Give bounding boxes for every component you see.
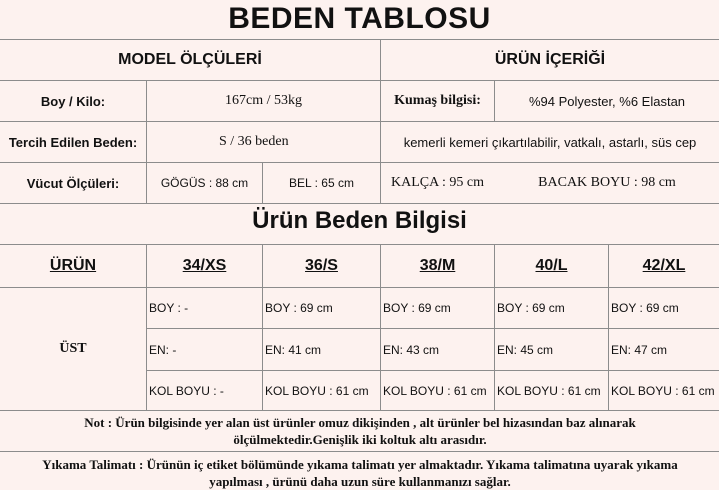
kol-40-l: KOL BOYU : 61 cm (497, 383, 601, 398)
fabric-value: %94 Polyester, %6 Elastan (528, 93, 686, 109)
washing-note-line-1: Yıkama Talimatı : Ürünün iç etiket bölümünde yıkama talimatı yer almaktadır. Yıkama talimatına uyarak yıkama (42, 457, 678, 472)
preferred-size-value: S / 36 beden (219, 134, 289, 149)
chest-measurement: GÖGÜS : 88 cm (160, 176, 249, 190)
boy-40-l: BOY : 69 cm (497, 301, 565, 315)
kol-38-m: KOL BOYU : 61 cm (383, 383, 487, 398)
kol-42-xl: KOL BOYU : 61 cm (611, 383, 715, 398)
kol-36-s: KOL BOYU : 61 cm (265, 383, 369, 398)
height-weight-label: Boy / Kilo: (40, 93, 106, 109)
washing-note-line-2: yapılması , ürünü daha uzun süre kullanmanızı sağlar. (209, 474, 511, 489)
en-34-xs: EN: - (149, 342, 177, 357)
en-40-l: EN: 45 cm (497, 342, 554, 357)
size-info-title: Ürün Beden Bilgisi (252, 207, 467, 234)
kol-34-xs: KOL BOYU : - (149, 383, 224, 398)
size-header-38-m: 38/M (419, 257, 456, 274)
boy-38-m: BOY : 69 cm (383, 301, 451, 315)
product-column-header: ÜRÜN (49, 257, 97, 274)
measurement-note (10, 414, 710, 448)
measurement-note-line-2: ölçülmektedir.Genişlik iki koltuk altı arasıdır. (233, 432, 487, 447)
en-36-s: EN: 41 cm (265, 342, 322, 357)
height-weight-value: 167cm / 53kg (225, 93, 302, 108)
model-measurements-header: MODEL ÖLÇÜLERİ (118, 51, 262, 68)
size-header-40-l: 40/L (535, 257, 568, 274)
leg-measurement: BACAK BOYU : 98 cm (538, 175, 676, 190)
boy-36-s: BOY : 69 cm (265, 301, 333, 315)
fabric-label: Kumaş bilgisi: (394, 93, 481, 108)
waist-measurement: BEL : 65 cm (289, 176, 354, 190)
size-header-42-xl: 42/XL (642, 257, 686, 274)
body-measurements-label: Vücut Ölçüleri: (26, 175, 120, 191)
measurement-note-line-1: Not : Ürün bilgisinde yer alan üst ürünler omuz dikişinden , alt ürünler bel hizasından baz alınarak (84, 415, 636, 430)
size-header-36-s: 36/S (305, 257, 338, 274)
size-header-34-xs: 34/XS (182, 257, 227, 274)
boy-34-xs: BOY : - (149, 301, 189, 315)
hip-measurement: KALÇA : 95 cm (391, 175, 484, 190)
washing-instruction-note (10, 456, 710, 490)
en-42-xl: EN: 47 cm (611, 342, 668, 357)
preferred-size-label: Tercih Edilen Beden: (8, 134, 138, 150)
boy-42-xl: BOY : 69 cm (611, 301, 679, 315)
product-features: kemerli kemeri çıkartılabilir, vatkalı, astarlı, süs cep (403, 134, 697, 150)
page-title: BEDEN TABLOSU (228, 2, 491, 35)
product-name: ÜST (59, 341, 87, 356)
product-content-header: ÜRÜN İÇERİĞİ (494, 51, 606, 68)
en-38-m: EN: 43 cm (383, 342, 440, 357)
